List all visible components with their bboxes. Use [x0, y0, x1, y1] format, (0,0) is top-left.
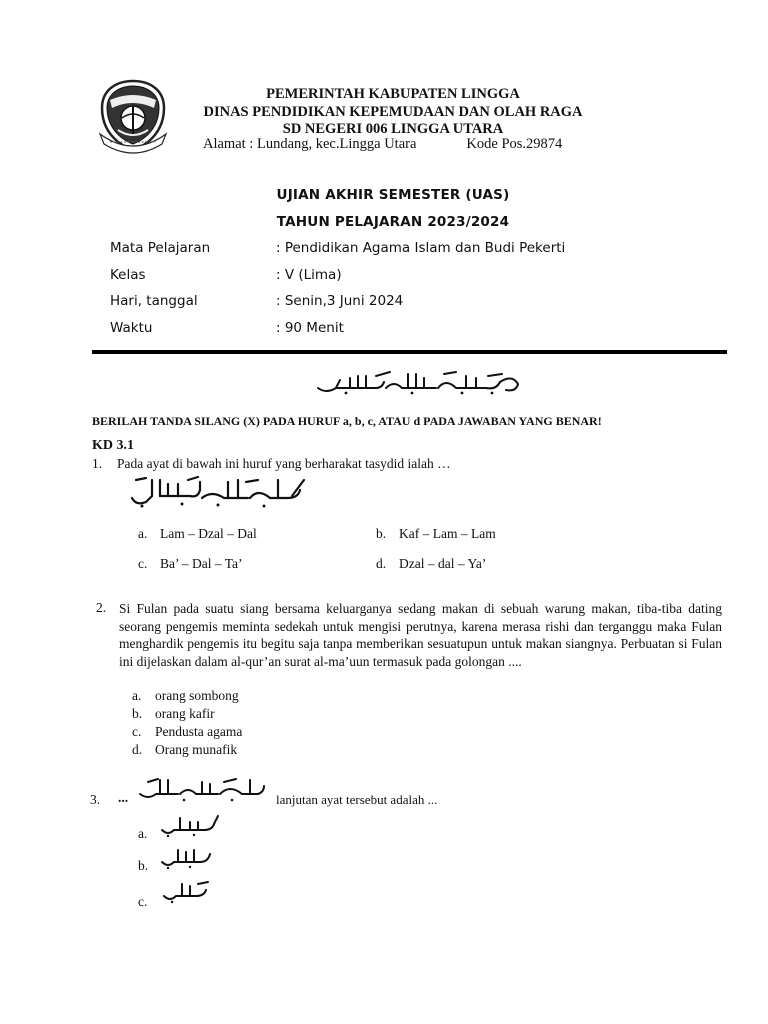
header-department: DINAS PENDIDIKAN KEPEMUDAAN DAN OLAH RAGA [203, 104, 583, 120]
exam-title: UJIAN AKHIR SEMESTER (UAS) [276, 187, 510, 203]
header-address: Alamat : Lundang, kec.Lingga Utara [203, 136, 417, 152]
q3-option-a-letter: a. [138, 826, 148, 841]
info-value-time: : 90 Menit [276, 320, 344, 336]
q1-option-a-text: Lam – Dzal – Dal [160, 526, 257, 541]
q2-option-c-text: Pendusta agama [155, 724, 243, 739]
question-1-number: 1. [92, 456, 103, 471]
question-1-text: Pada ayat di bawah ini huruf yang berharakat tasydid ialah … [117, 456, 451, 471]
basmalah-calligraphy-icon [316, 370, 522, 401]
q3-option-a-arabic-icon [160, 814, 222, 843]
header-address-line [203, 136, 562, 153]
header-school: SD NEGERI 006 LINGGA UTARA [282, 121, 504, 137]
q3-option-b-arabic-icon [160, 846, 218, 875]
q1-option-c-letter: c. [138, 556, 148, 571]
q1-option-b-text: Kaf – Lam – Lam [399, 526, 496, 541]
info-value-date: : Senin,3 Juni 2024 [276, 293, 404, 309]
header-postal: Kode Pos.29874 [466, 136, 563, 152]
info-label-subject: Mata Pelajaran [110, 240, 211, 256]
q2-option-b-text: orang kafir [155, 706, 215, 721]
q2-option-b-letter: b. [132, 706, 143, 721]
q1-option-b-letter: b. [376, 526, 387, 541]
question-2-number: 2. [96, 600, 107, 615]
question-3-prefix: ... [118, 790, 129, 805]
question-3-text: lanjutan ayat tersebut adalah ... [276, 792, 438, 807]
info-label-date: Hari, tanggal [110, 293, 198, 309]
q2-option-d-letter: d. [132, 742, 143, 757]
question-3-number: 3. [90, 792, 101, 807]
kd-heading: KD 3.1 [92, 438, 134, 453]
info-value-subject: : Pendidikan Agama Islam dan Budi Pekerti [276, 240, 566, 256]
q2-option-c-letter: c. [132, 724, 142, 739]
exam-year: TAHUN PELAJARAN 2023/2024 [276, 214, 510, 230]
q3-option-b-letter: b. [138, 858, 149, 873]
q3-option-c-letter: c. [138, 894, 148, 909]
header-divider [92, 350, 727, 354]
question-2-text: Si Fulan pada suatu siang bersama keluarganya sedang makan di sebuah warung makan, tiba-tiba dating seorang pengemis meminta sedekah untuk mengisi perutnya, karena merasa rishi dan terganggu maka Fulan menghardik pengemis itu begitu saja tanpa memberikan sesuatupun untuk makan siangnya. Perbuatan si Fulan ini dijelaskan dalam al-qur’an surat al-ma’uun termasuk pada golongan .... [119, 601, 722, 669]
q2-option-a-text: orang sombong [155, 688, 239, 703]
q3-option-c-arabic-icon [162, 878, 212, 909]
q1-option-c-text: Ba’ – Dal – Ta’ [160, 556, 243, 571]
question-1-arabic-icon [128, 474, 310, 515]
q2-option-d-text: Orang munafik [155, 742, 238, 757]
q1-option-d-text: Dzal – dal – Ya’ [399, 556, 487, 571]
info-label-time: Waktu [110, 320, 153, 336]
q1-option-d-letter: d. [376, 556, 387, 571]
header-government: PEMERINTAH KABUPATEN LINGGA [266, 86, 520, 102]
district-emblem-icon [96, 78, 170, 154]
info-label-class: Kelas [110, 267, 146, 283]
question-3-arabic-icon [138, 776, 268, 809]
instruction-text: BERILAH TANDA SILANG (X) PADA HURUF a, b, c, ATAU d PADA JAWABAN YANG BENAR! [92, 414, 602, 428]
info-value-class: : V (Lima) [276, 267, 342, 283]
q1-option-a-letter: a. [138, 526, 148, 541]
q2-option-a-letter: a. [132, 688, 142, 703]
